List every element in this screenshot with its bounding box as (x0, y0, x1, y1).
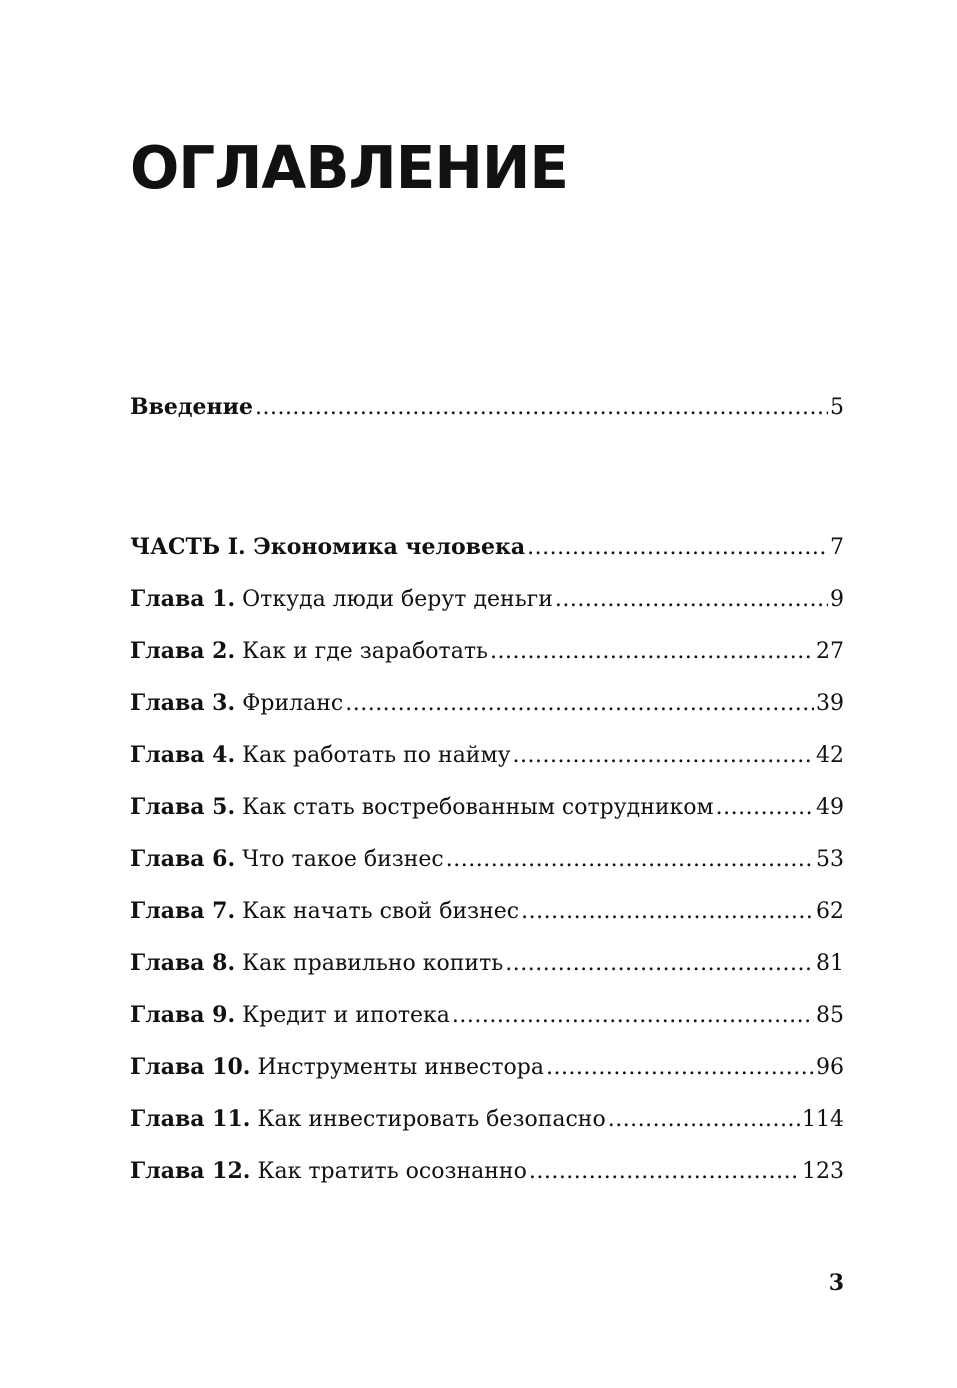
chapter-number: Глава 10. (130, 1054, 251, 1080)
toc-entry-chapter-6 (130, 844, 844, 896)
toc-entry-chapter-10 (130, 1052, 844, 1104)
toc-entry-label (130, 948, 503, 979)
chapter-title: Как работать по найму (242, 743, 511, 768)
dot-leader (521, 897, 814, 927)
toc-entry-label (130, 1104, 606, 1135)
dot-leader (446, 845, 814, 875)
dot-leader (527, 533, 828, 563)
dot-leader (452, 1001, 814, 1031)
toc-entry-chapter-8 (130, 948, 844, 1000)
dot-leader (255, 393, 828, 423)
toc-intro-section (130, 392, 844, 444)
toc-entry-label (130, 792, 714, 823)
toc-entry-title: Введение (130, 394, 253, 420)
toc-entry-page: 96 (816, 1055, 844, 1080)
toc-entry-page: 9 (830, 587, 844, 612)
chapter-number: Глава 2. (130, 638, 236, 664)
chapter-number: Глава 7. (130, 898, 236, 924)
toc-entry-page: 114 (802, 1107, 844, 1132)
chapter-title: Как и где заработать (242, 639, 488, 664)
page-number: 3 (828, 1270, 844, 1296)
toc-entry-label (130, 1156, 527, 1187)
toc-entry-page: 85 (816, 1003, 844, 1028)
toc-entry-label (130, 584, 553, 615)
dot-leader (345, 689, 814, 719)
toc-entry-label (130, 392, 253, 423)
toc-entry-page: 53 (816, 847, 844, 872)
toc-entry-label (130, 636, 488, 667)
toc-entry-page: 42 (816, 743, 844, 768)
dot-leader (546, 1053, 814, 1083)
chapter-number: Глава 12. (130, 1158, 251, 1184)
chapter-number: Глава 8. (130, 950, 236, 976)
dot-leader (608, 1105, 800, 1135)
chapter-number: Глава 5. (130, 794, 236, 820)
chapter-title: Как тратить осознанно (257, 1159, 527, 1184)
toc-list (130, 532, 844, 1208)
toc-entry-chapter-1 (130, 584, 844, 636)
chapter-title: Как инвестировать безопасно (257, 1107, 606, 1132)
toc-entry-chapter-9 (130, 1000, 844, 1052)
chapter-title: Что такое бизнес (242, 847, 444, 872)
dot-leader (529, 1157, 800, 1187)
dot-leader (505, 949, 814, 979)
toc-entry-page: 81 (816, 951, 844, 976)
toc-entry-page: 123 (802, 1159, 844, 1184)
toc-entry-chapter-3 (130, 688, 844, 740)
chapter-title: Кредит и ипотека (242, 1003, 450, 1028)
chapter-title: Как начать свой бизнес (242, 899, 520, 924)
chapter-number: Глава 11. (130, 1106, 251, 1132)
chapter-title: Фриланс (242, 691, 344, 716)
toc-entry-chapter-12 (130, 1156, 844, 1208)
toc-entry-label (130, 1000, 450, 1031)
toc-entry-chapter-5 (130, 792, 844, 844)
page-title: ОГЛАВЛЕНИЕ (130, 133, 569, 203)
chapter-title: Откуда люди берут деньги (242, 587, 553, 612)
chapter-number: Глава 1. (130, 586, 236, 612)
toc-entry-page: 27 (816, 639, 844, 664)
toc-entry-chapter-2 (130, 636, 844, 688)
dot-leader (716, 793, 814, 823)
chapter-title: Инструменты инвестора (257, 1055, 544, 1080)
toc-part-title: ЧАСТЬ I. Экономика человека (130, 534, 526, 560)
toc-entry-intro (130, 392, 844, 444)
toc-entry-chapter-7 (130, 896, 844, 948)
chapter-number: Глава 3. (130, 690, 236, 716)
chapter-title: Как стать востребованным сотрудником (242, 795, 714, 820)
toc-entry-page: 49 (816, 795, 844, 820)
dot-leader (555, 585, 828, 615)
chapter-number: Глава 6. (130, 846, 236, 872)
toc-entry-label (130, 688, 343, 719)
toc-entry-label (130, 844, 444, 875)
toc-entry-page: 39 (816, 691, 844, 716)
toc-entry-chapter-11 (130, 1104, 844, 1156)
chapter-title: Как правильно копить (242, 951, 504, 976)
toc-entry-page: 62 (816, 899, 844, 924)
toc-entry-label (130, 896, 519, 927)
toc-entry-chapter-4 (130, 740, 844, 792)
toc-entry-page: 5 (830, 395, 844, 420)
toc-entry-label (130, 1052, 544, 1083)
toc-entry-page: 7 (830, 535, 844, 560)
dot-leader (490, 637, 814, 667)
chapter-number: Глава 4. (130, 742, 236, 768)
toc-entry-label (130, 740, 511, 771)
chapter-number: Глава 9. (130, 1002, 236, 1028)
toc-entry-part-1 (130, 532, 844, 584)
toc-entry-label (130, 532, 525, 563)
dot-leader (513, 741, 814, 771)
